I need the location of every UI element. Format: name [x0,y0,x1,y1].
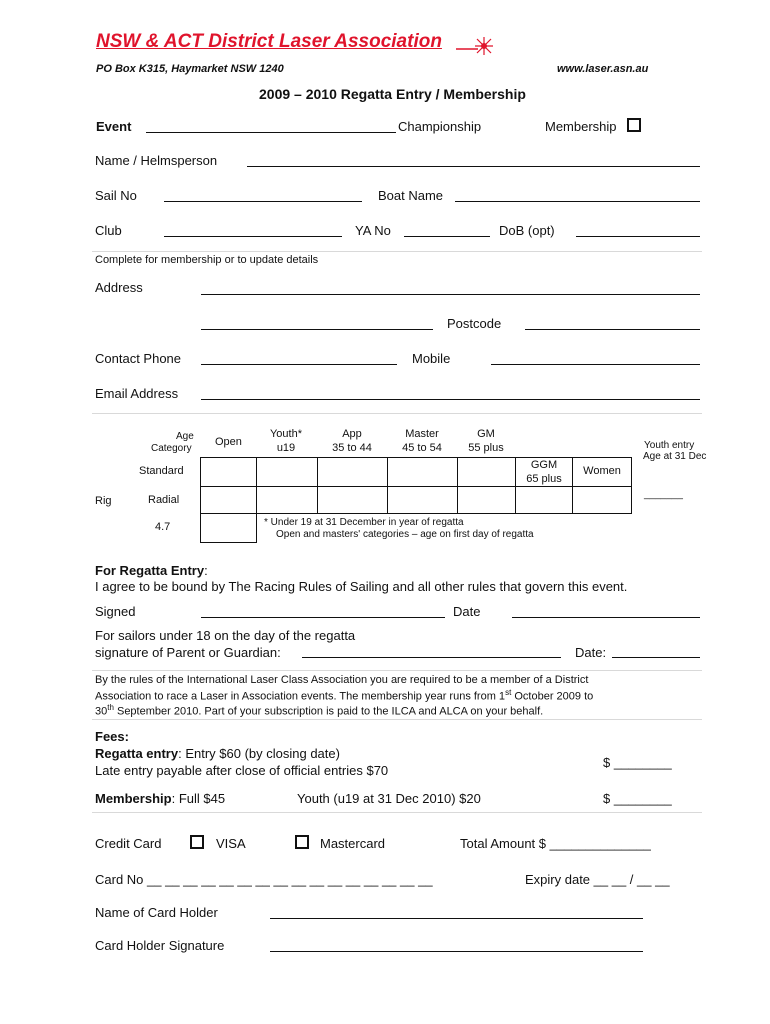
date-label: Date [453,604,481,619]
cell-radial-gm[interactable] [457,486,516,514]
sail-no-field[interactable] [164,201,362,202]
membership-fee: Membership: Full $45 [95,791,226,806]
total-amount-field[interactable]: Total Amount $ ______________ [460,836,651,851]
agreement-text: I agree to be bound by The Racing Rules of Sailing and all other rules that govern this event. [95,579,628,594]
footnote-age-rule: Open and masters' categories – age on first day of regatta [276,529,534,540]
footnote-under-19: * Under 19 at 31 December in year of regatta [264,517,464,528]
laser-star-logo [456,34,496,61]
youth-entry-blank[interactable]: _______ [644,489,683,500]
dob-field[interactable] [576,236,700,237]
divider [92,251,702,252]
name-label: Name / Helmsperson [95,153,218,168]
postcode-field[interactable] [525,329,700,330]
club-label: Club [95,223,122,238]
address-field-2[interactable] [201,329,433,330]
contact-phone-field[interactable] [201,364,397,365]
mastercard-checkbox[interactable] [295,835,309,849]
address-field-1[interactable] [201,294,700,295]
category-header: Category [151,443,192,454]
regatta-entry-fee: Regatta entry: Entry $60 (by closing date) [95,746,340,761]
rules-line-1: By the rules of the International Laser Class Association you are required to be a member of a District [95,674,589,686]
card-holder-signature-label: Card Holder Signature [95,938,225,953]
rig-standard: Standard [139,465,184,477]
address-label: Address [95,280,143,295]
event-field[interactable] [146,132,396,133]
cell-radial-youth[interactable] [256,486,318,514]
col-master: Master 45 to 54 [402,428,442,454]
sail-no-label: Sail No [95,188,137,203]
regatta-amount-field[interactable]: $ ________ [603,755,672,770]
signed-field[interactable] [201,617,445,618]
card-holder-name-field[interactable] [270,918,643,919]
guardian-signature-field[interactable] [302,657,561,658]
rig-47: 4.7 [155,521,171,533]
website: www.laser.asn.au [557,63,649,75]
mobile-label: Mobile [412,351,451,366]
contact-phone-label: Contact Phone [95,351,182,366]
championship-label: Championship [398,119,482,134]
col-youth: Youth* u19 [269,428,303,454]
membership-amount-field[interactable]: $ ________ [603,791,672,806]
col-women: Women [583,465,621,477]
rig-radial: Radial [148,494,180,506]
membership-label: Membership [545,119,617,134]
membership-note: Complete for membership or to update details [95,254,319,266]
cell-standard-open[interactable] [200,457,257,487]
regatta-entry-heading: For Regatta Entry: [95,563,208,578]
col-app: App 35 to 44 [332,428,372,454]
youth-membership-fee: Youth (u19 at 31 Dec 2010) $20 [297,791,481,806]
divider [92,719,702,720]
visa-checkbox[interactable] [190,835,204,849]
card-holder-signature-field[interactable] [270,951,643,952]
minor-note: For sailors under 18 on the day of the regatta [95,628,356,643]
mobile-field[interactable] [491,364,700,365]
card-holder-name-label: Name of Card Holder [95,905,218,920]
cell-standard-master[interactable] [387,457,458,487]
divider [92,812,702,813]
col-open: Open [215,436,242,448]
name-field[interactable] [247,166,700,167]
org-title: NSW & ACT District Laser Association [96,31,442,52]
membership-checkbox[interactable] [627,118,641,132]
mastercard-label: Mastercard [320,836,386,851]
ya-no-label: YA No [355,223,391,238]
card-number-field[interactable]: Card No __ __ __ __ __ __ __ __ __ __ __ __ __ __ __ __ [95,872,433,887]
visa-label: VISA [216,836,246,851]
form-title: 2009 – 2010 Regatta Entry / Membership [259,86,526,102]
ya-no-field[interactable] [404,236,490,237]
cell-radial-open[interactable] [200,486,257,514]
col-ggm: GGM 65 plus [526,459,562,485]
credit-card-label: Credit Card [95,836,162,851]
postal-address: PO Box K315, Haymarket NSW 1240 [96,63,284,75]
email-field[interactable] [201,399,700,400]
date-field[interactable] [512,617,700,618]
cell-47-youth[interactable] [200,513,257,543]
cell-standard-youth[interactable] [256,457,318,487]
signed-label: Signed [95,604,136,619]
col-gm: GM 55 plus [468,428,504,454]
guardian-signature-label: signature of Parent or Guardian: [95,645,281,660]
cell-radial-ggm[interactable] [515,486,573,514]
late-entry-fee: Late entry payable after close of official entries $70 [95,763,389,778]
guardian-date-field[interactable] [612,657,700,658]
divider [92,670,702,671]
cell-radial-women[interactable] [572,486,632,514]
rig-label: Rig [95,495,112,507]
expiry-date-field[interactable]: Expiry date __ __ / __ __ [525,872,670,887]
rules-line-2: Association to race a Laser in Association events. The membership year runs from 1st October 2009 to [95,688,594,703]
boat-name-label: Boat Name [378,188,444,203]
club-field[interactable] [164,236,342,237]
youth-entry-note: Youth entry [644,440,695,451]
email-label: Email Address [95,386,179,401]
event-label: Event [96,119,132,134]
guardian-date-label: Date: [575,645,607,660]
postcode-label: Postcode [447,316,502,331]
age-header: Age [176,431,194,442]
youth-entry-note-age: Age at 31 Dec [643,451,707,462]
boat-name-field[interactable] [455,201,700,202]
cell-standard-gm[interactable] [457,457,516,487]
rules-line-3: 30th September 2010. Part of your subscription is paid to the ILCA and ALCA on your behalf. [95,703,544,718]
dob-label: DoB (opt) [499,223,555,238]
cell-standard-app[interactable] [317,457,388,487]
divider [92,413,702,414]
cell-radial-app[interactable] [317,486,388,514]
fees-heading: Fees: [95,729,129,744]
cell-radial-master[interactable] [387,486,458,514]
